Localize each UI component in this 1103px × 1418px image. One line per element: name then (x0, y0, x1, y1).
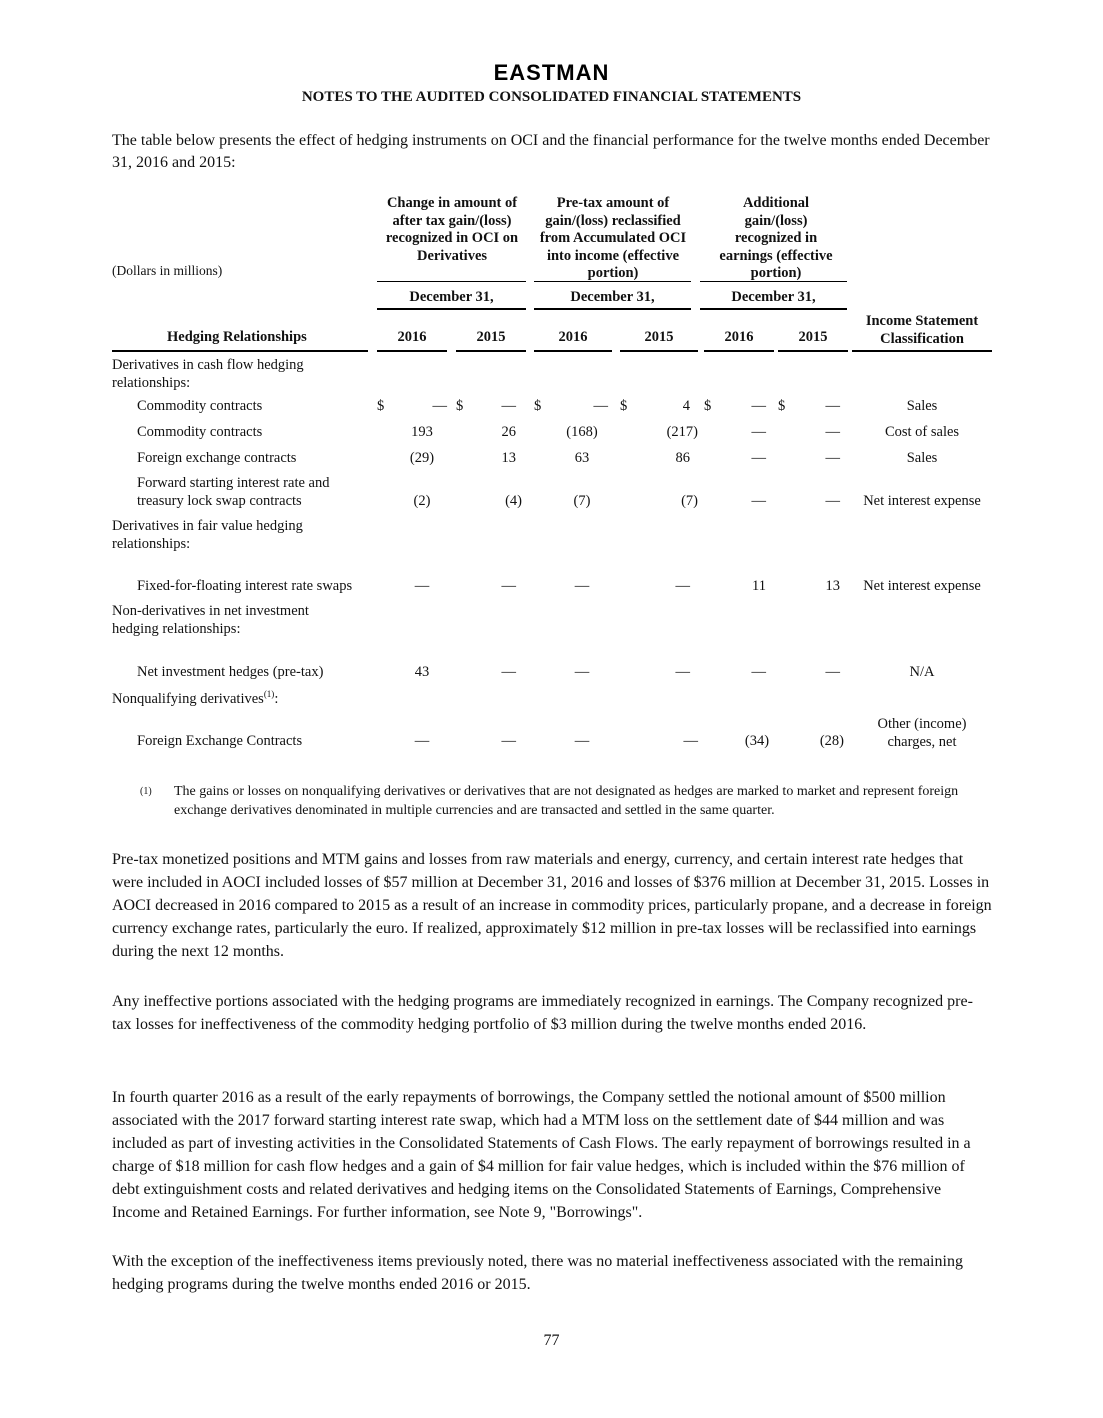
row-label: Commodity contracts (137, 398, 263, 414)
table-cell: 43 (414, 664, 430, 680)
period-label-reclassified: December 31, (570, 289, 655, 305)
year-header: 2016 (558, 329, 588, 345)
table-cell: (28) (819, 733, 844, 749)
row-label: Fixed-for-floating interest rate swaps (137, 578, 353, 594)
table-cell: — (825, 493, 840, 509)
footnote-marker: (1) (140, 786, 152, 797)
hedging-relationships-header: Hedging Relationships (167, 329, 307, 345)
table-cell: — (574, 664, 590, 680)
table-cell: 193 (411, 424, 433, 440)
row-label: Foreign Exchange Contracts (137, 733, 303, 749)
table-cell: — (574, 578, 590, 594)
group-header-additional: Additional gain/(loss) recognized in earnings (effective portion) (719, 195, 833, 281)
row-label: Foreign exchange contracts (137, 450, 297, 466)
classification-cell: Sales (906, 398, 938, 414)
section-nonqualifying (112, 689, 278, 708)
dollar-sign: $ (778, 398, 786, 414)
footnote-ref: (1) (263, 689, 275, 699)
dollar-sign: $ (377, 398, 385, 414)
table-cell: — (593, 398, 608, 414)
table-cell: — (751, 664, 766, 680)
table-cell: (2) (413, 493, 431, 509)
table-cell: (7) (573, 493, 591, 509)
classification-cell: Other (income) charges, net (877, 716, 967, 750)
paragraph-exception: With the exception of the ineffectiveness items previously noted, there was no material ineffectiveness associated with the remaining hedging programs during the twelve months ended 2016 or 2015. (112, 1253, 963, 1293)
period-label-oci: December 31, (409, 289, 494, 305)
dollar-sign: $ (620, 398, 628, 414)
year-header: 2015 (644, 329, 674, 345)
year-header: 2015 (798, 329, 828, 345)
paragraph-aoci: Pre-tax monetized positions and MTM gains and losses from raw materials and energy, currency, and certain interest rate hedges that were included in AOCI included losses of $57 million at December 31, 2016 and losses of $376 million at December 31, 2015. Losses in AOCI decreased in 2016 compared to 2015 as a result of an increase in commodity prices, particularly propane, and a decrease in foreign currency exchange rates, particularly the euro. If realized, approximately $12 million in pre-tax losses will be reclassified into earnings during the next 12 months. (112, 851, 992, 960)
table-cell: — (675, 664, 690, 680)
classification-cell: Sales (906, 450, 938, 466)
table-cell: (168) (566, 424, 598, 440)
group-header-reclassified: Pre-tax amount of gain/(loss) reclassified from Accumulated OCI into income (effective portion) (539, 195, 687, 281)
paragraph-repayment: In fourth quarter 2016 as a result of the early repayments of borrowings, the Company settled the notional amount of $500 million associated with the 2017 forward starting interest rate swap, which had a MTM loss on the settlement date of $44 million and was included as part of investing activities in the Consolidated Statements of Cash Flows. The early repayment of borrowings resulted in a charge of $18 million for cash flow hedges and a gain of $4 million for fair value hedges, which is included within the $76 million of debt extinguishment costs and related derivatives and hedging items on the Consolidated Statements of Earnings, Comprehensive Income and Retained Earnings. For further information, see Note 9, "Borrowings". (112, 1089, 971, 1221)
table-cell: (34) (744, 733, 770, 749)
income-statement-classification-header: Income Statement Classification (865, 313, 979, 347)
table-cell: — (414, 578, 430, 594)
table-cell: — (501, 578, 516, 594)
table-cell: — (574, 733, 590, 749)
section-nonqualifying-label: Nonqualifying derivatives (112, 690, 264, 707)
table-cell: (7) (681, 493, 698, 509)
year-header: 2016 (397, 329, 427, 345)
document-title: NOTES TO THE AUDITED CONSOLIDATED FINANCIAL STATEMENTS (301, 89, 802, 105)
group-header-oci: Change in amount of after tax gain/(loss) recognized in OCI on Derivatives (385, 195, 519, 264)
table-cell: (29) (409, 450, 435, 466)
year-header: 2016 (724, 329, 754, 345)
dollar-sign: $ (704, 398, 712, 414)
table-cell: — (414, 733, 430, 749)
intro-paragraph: The table below presents the effect of hedging instruments on OCI and the financial performance for the twelve months ended December 31, 2016 and 2015: (112, 132, 990, 171)
table-cell: 13 (825, 578, 840, 594)
table-cell: — (751, 398, 766, 414)
table-cell: — (501, 733, 516, 749)
table-cell: — (501, 664, 516, 680)
classification-cell: Net interest expense (863, 493, 981, 509)
page-number: 77 (543, 1332, 560, 1349)
units-label: (Dollars in millions) (112, 263, 223, 278)
table-cell: — (751, 450, 766, 466)
section-net-investment: Non-derivatives in net investment hedging relationships: (112, 603, 309, 637)
table-cell: — (683, 733, 698, 749)
section-nonqualifying-colon: : (274, 690, 279, 707)
section-cash-flow: Derivatives in cash flow hedging relationships: (112, 357, 304, 391)
table-cell: — (751, 424, 766, 440)
table-cell: — (501, 398, 516, 414)
table-cell: — (825, 450, 840, 466)
table-cell: — (675, 578, 690, 594)
table-cell: 11 (752, 578, 766, 594)
table-cell: — (825, 398, 840, 414)
classification-cell: Net interest expense (863, 578, 981, 594)
dollar-sign: $ (534, 398, 542, 414)
row-label: Net investment hedges (pre-tax) (137, 664, 324, 680)
table-cell: 4 (682, 398, 690, 414)
table-cell: — (825, 664, 840, 680)
table-cell: — (432, 398, 447, 414)
row-label: Forward starting interest rate and treasury lock swap contracts (137, 475, 330, 509)
table-cell: 26 (501, 424, 516, 440)
row-label: Commodity contracts (137, 424, 263, 440)
table-cell: (4) (505, 493, 522, 509)
company-logo: EASTMAN (493, 60, 610, 85)
footnote-text: The gains or losses on nonqualifying derivatives or derivatives that are not designated as hedges are marked to market and represent foreign exchange derivatives denominated in multiple currencies and are transacted and settled in the same quarter. (174, 784, 959, 818)
classification-cell: Cost of sales (884, 424, 960, 440)
table-cell: 13 (501, 450, 516, 466)
period-label-additional: December 31, (731, 289, 816, 305)
classification-cell: N/A (909, 664, 935, 680)
hedging-table (112, 190, 992, 760)
year-header: 2015 (476, 329, 506, 345)
table-cell: 63 (574, 450, 590, 466)
dollar-sign: $ (456, 398, 464, 414)
table-cell: 86 (675, 450, 690, 466)
section-fair-value: Derivatives in fair value hedging relationships: (112, 518, 303, 552)
table-cell: — (825, 424, 840, 440)
table-cell: — (751, 493, 766, 509)
table-cell: (217) (666, 424, 698, 440)
paragraph-ineffective: Any ineffective portions associated with the hedging programs are immediately recognized in earnings. The Company recognized pre-tax losses for ineffectiveness of the commodity hedging portfolio of $3 million during the twelve months ended 2016. (112, 993, 973, 1033)
